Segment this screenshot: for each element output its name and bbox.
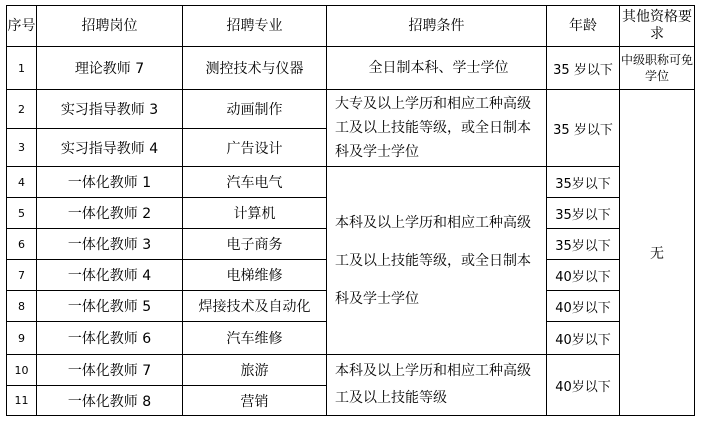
major-cell: 旅游 [183, 355, 327, 386]
major-cell: 广告设计 [183, 129, 327, 167]
seq-cell: 1 [7, 47, 37, 90]
position-cell: 一体化教师 7 [37, 355, 183, 386]
position-cell: 实习指导教师 4 [37, 129, 183, 167]
age-cell: 35岁以下 [547, 198, 620, 229]
major-cell: 营销 [183, 386, 327, 416]
position-cell: 一体化教师 1 [37, 167, 183, 198]
major-cell: 电子商务 [183, 229, 327, 260]
age-cell: 35岁以下 [547, 229, 620, 260]
age-cell: 35 岁以下 [547, 47, 620, 90]
age-cell: 40岁以下 [547, 260, 620, 291]
header-row [7, 6, 695, 47]
position-cell: 理论教师 7 [37, 47, 183, 90]
seq-cell: 7 [7, 260, 37, 291]
age-cell: 35岁以下 [547, 167, 620, 198]
header-position: 招聘岗位 [37, 6, 183, 47]
conditions-cell [327, 47, 547, 90]
age-cell: 40岁以下 [547, 291, 620, 322]
table-row [7, 47, 695, 90]
seq-cell: 9 [7, 322, 37, 355]
table-row [7, 167, 695, 198]
header-conditions: 招聘条件 [327, 6, 547, 47]
major-cell: 计算机 [183, 198, 327, 229]
table-row [7, 355, 695, 386]
seq-cell: 8 [7, 291, 37, 322]
conditions-text: 本科及以上学历和相应工种高级工及以上技能等级，或全日制本科及学士学位 [335, 214, 531, 307]
header-major: 招聘专业 [183, 6, 327, 47]
conditions-text: 全日制本科、学士学位 [368, 60, 509, 76]
position-cell: 实习指导教师 3 [37, 90, 183, 129]
conditions-text: 本科及以上学历和相应工种高级工及以上技能等级 [335, 363, 531, 406]
position-cell: 一体化教师 5 [37, 291, 183, 322]
age-cell: 40岁以下 [547, 322, 620, 355]
conditions-cell [327, 167, 547, 355]
conditions-text: 大专及以上学历和相应工种高级工及以上技能等级，或全日制本科及学士学位 [335, 96, 531, 160]
major-cell: 汽车维修 [183, 322, 327, 355]
position-cell: 一体化教师 6 [37, 322, 183, 355]
seq-cell: 11 [7, 386, 37, 416]
major-cell: 电梯维修 [183, 260, 327, 291]
major-cell: 汽车电气 [183, 167, 327, 198]
seq-cell: 6 [7, 229, 37, 260]
major-cell: 测控技术与仪器 [183, 47, 327, 90]
seq-cell: 4 [7, 167, 37, 198]
position-cell: 一体化教师 4 [37, 260, 183, 291]
position-cell: 一体化教师 2 [37, 198, 183, 229]
major-cell: 动画制作 [183, 90, 327, 129]
conditions-cell [327, 90, 547, 167]
age-cell: 40岁以下 [547, 355, 620, 416]
seq-cell: 5 [7, 198, 37, 229]
conditions-cell [327, 355, 547, 416]
header-other: 其他资格要求 [620, 6, 695, 47]
other-requirement-cell: 中级职称可免学位 [620, 47, 695, 90]
table-row [7, 90, 695, 129]
age-cell: 35 岁以下 [547, 90, 620, 167]
header-age: 年龄 [547, 6, 620, 47]
other-requirement-cell: 无 [620, 90, 695, 416]
seq-cell: 2 [7, 90, 37, 129]
position-cell: 一体化教师 3 [37, 229, 183, 260]
recruitment-table [6, 5, 695, 416]
major-cell: 焊接技术及自动化 [183, 291, 327, 322]
seq-cell: 3 [7, 129, 37, 167]
position-cell: 一体化教师 8 [37, 386, 183, 416]
seq-cell: 10 [7, 355, 37, 386]
header-seq: 序号 [7, 6, 37, 47]
